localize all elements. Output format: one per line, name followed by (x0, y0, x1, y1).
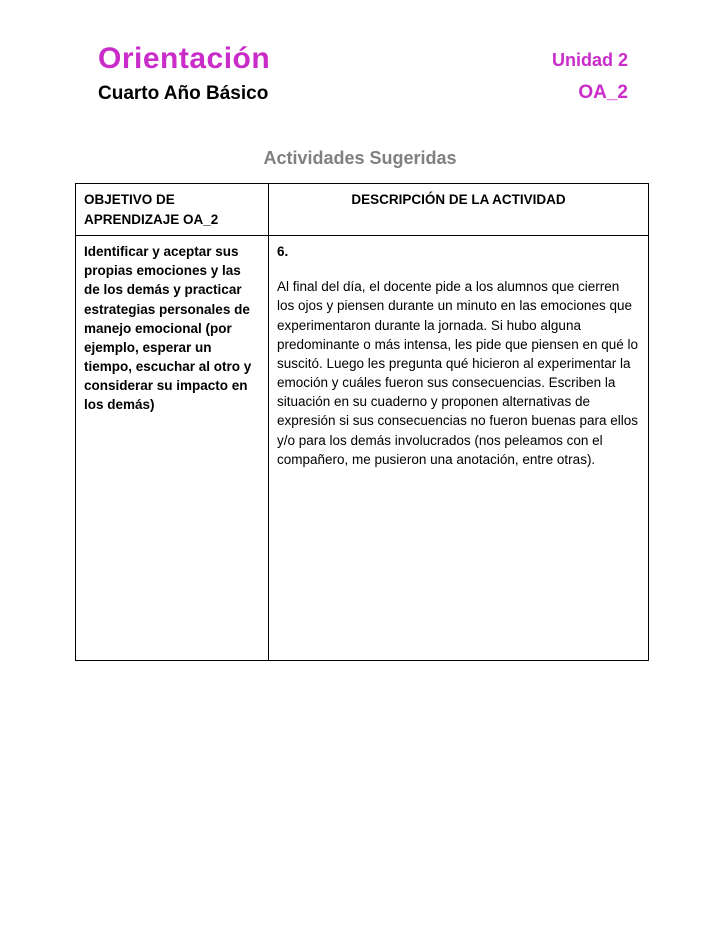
section-title: Actividades Sugeridas (263, 148, 457, 168)
unit-label: Unidad 2 (551, 50, 628, 70)
description-cell (269, 236, 649, 661)
objective-cell: Identificar y aceptar sus propias emociones y las de los demás y practicar estrategias personales de manejo emocional (por ejemplo, esperar un tiempo, escuchar al otro y considerar su impacto en los demás) (76, 236, 269, 661)
activities-table (75, 183, 649, 661)
description-column-header: DESCRIPCIÓN DE LA ACTIVIDAD (269, 184, 649, 236)
objective-column-header: OBJETIVO DE APRENDIZAJE OA_2 (76, 184, 269, 236)
activity-text: Al final del día, el docente pide a los alumnos que cierren los ojos y piensen durante un minuto en las emociones que experimentaron durante la jornada. Si hubo alguna predominante o más intensa, les pide que piensen en qué lo suscitó. Luego les pregunta qué hicieron al experimentar la emoción y cuáles fueron sus consecuencias. Escriben la situación en su cuaderno y proponen alternativas de expresión si sus consecuencias no fueron buenas para ellos y/o para los demás involucrados (nos peleamos con el compañero, me pusieron una anotación, entre otras). (277, 279, 638, 467)
table-body-row (76, 236, 649, 661)
table-header-row (76, 184, 649, 236)
header-left (98, 42, 270, 105)
activity-number: 6. (277, 244, 289, 260)
document-header (98, 42, 628, 105)
grade-subtitle: Cuarto Año Básico (98, 82, 269, 104)
oa-label: OA_2 (578, 81, 628, 103)
subject-title: Orientación (98, 42, 271, 75)
header-right (552, 42, 628, 104)
